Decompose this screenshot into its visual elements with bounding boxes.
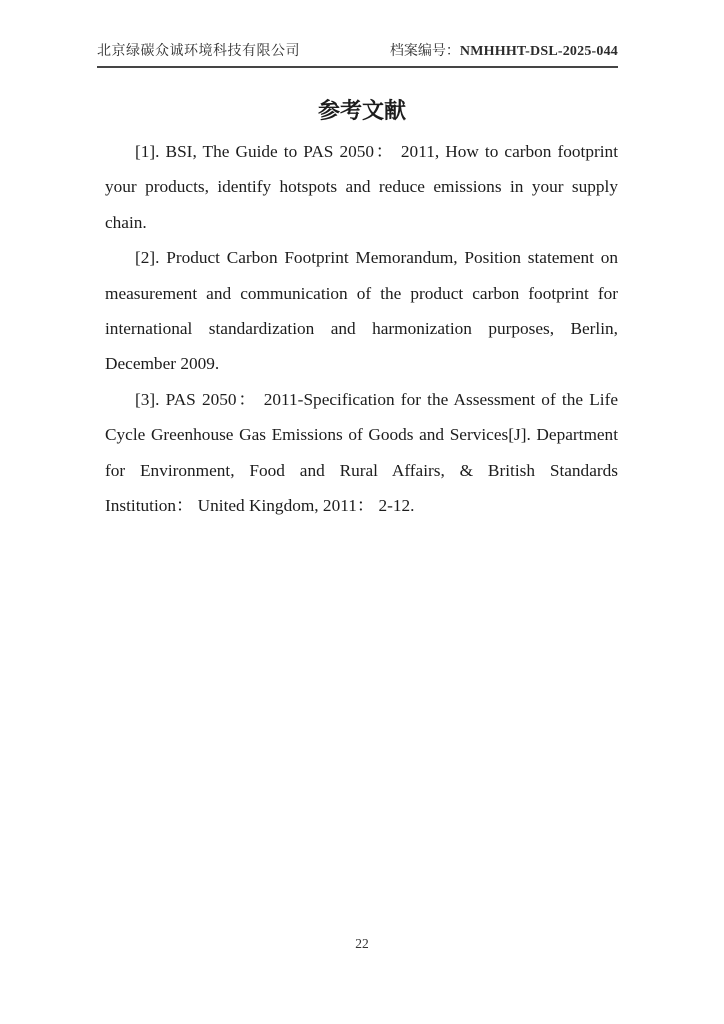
reference-item: [105, 134, 618, 240]
reference-line: Cycle Greenhouse Gas Emissions of Goods and Services[J]. Department: [105, 425, 618, 445]
reference-item: [105, 240, 618, 382]
reference-line: Institution： United Kingdom, 2011： 2-12.: [105, 496, 415, 516]
page-footer: [0, 936, 724, 952]
reference-line: chain.: [105, 212, 147, 232]
page-header: [97, 40, 618, 68]
reference-line: for Environment, Food and Rural Affairs, & British Standards: [105, 460, 618, 480]
reference-line: December 2009.: [105, 354, 220, 374]
reference-line: [1]. BSI, The Guide to PAS 2050： 2011, How to carbon footprint: [135, 142, 618, 161]
page-title: 参考文献: [317, 98, 406, 123]
archive-label: 档案编号：: [389, 44, 460, 59]
archive-code: NMHHHT-DSL-2025-044: [459, 44, 618, 59]
reference-line: international standardization and harmonization purposes, Berlin,: [105, 319, 618, 339]
reference-line: [3]. PAS 2050： 2011-Specification for the Assessment of the Life: [135, 389, 618, 409]
references-body: [105, 134, 618, 523]
reference-line: [2]. Product Carbon Footprint Memorandum, Position statement on: [135, 248, 618, 268]
page-number: 22: [355, 936, 369, 951]
reference-line: measurement and communication of the product carbon footprint for: [105, 283, 618, 303]
header-archive: [390, 40, 618, 60]
reference-line: your products, identify hotspots and reduce emissions in your supply: [105, 177, 618, 197]
reference-item: [105, 382, 618, 524]
header-company-name: 北京绿碳众诚环境科技有限公司: [97, 44, 300, 59]
